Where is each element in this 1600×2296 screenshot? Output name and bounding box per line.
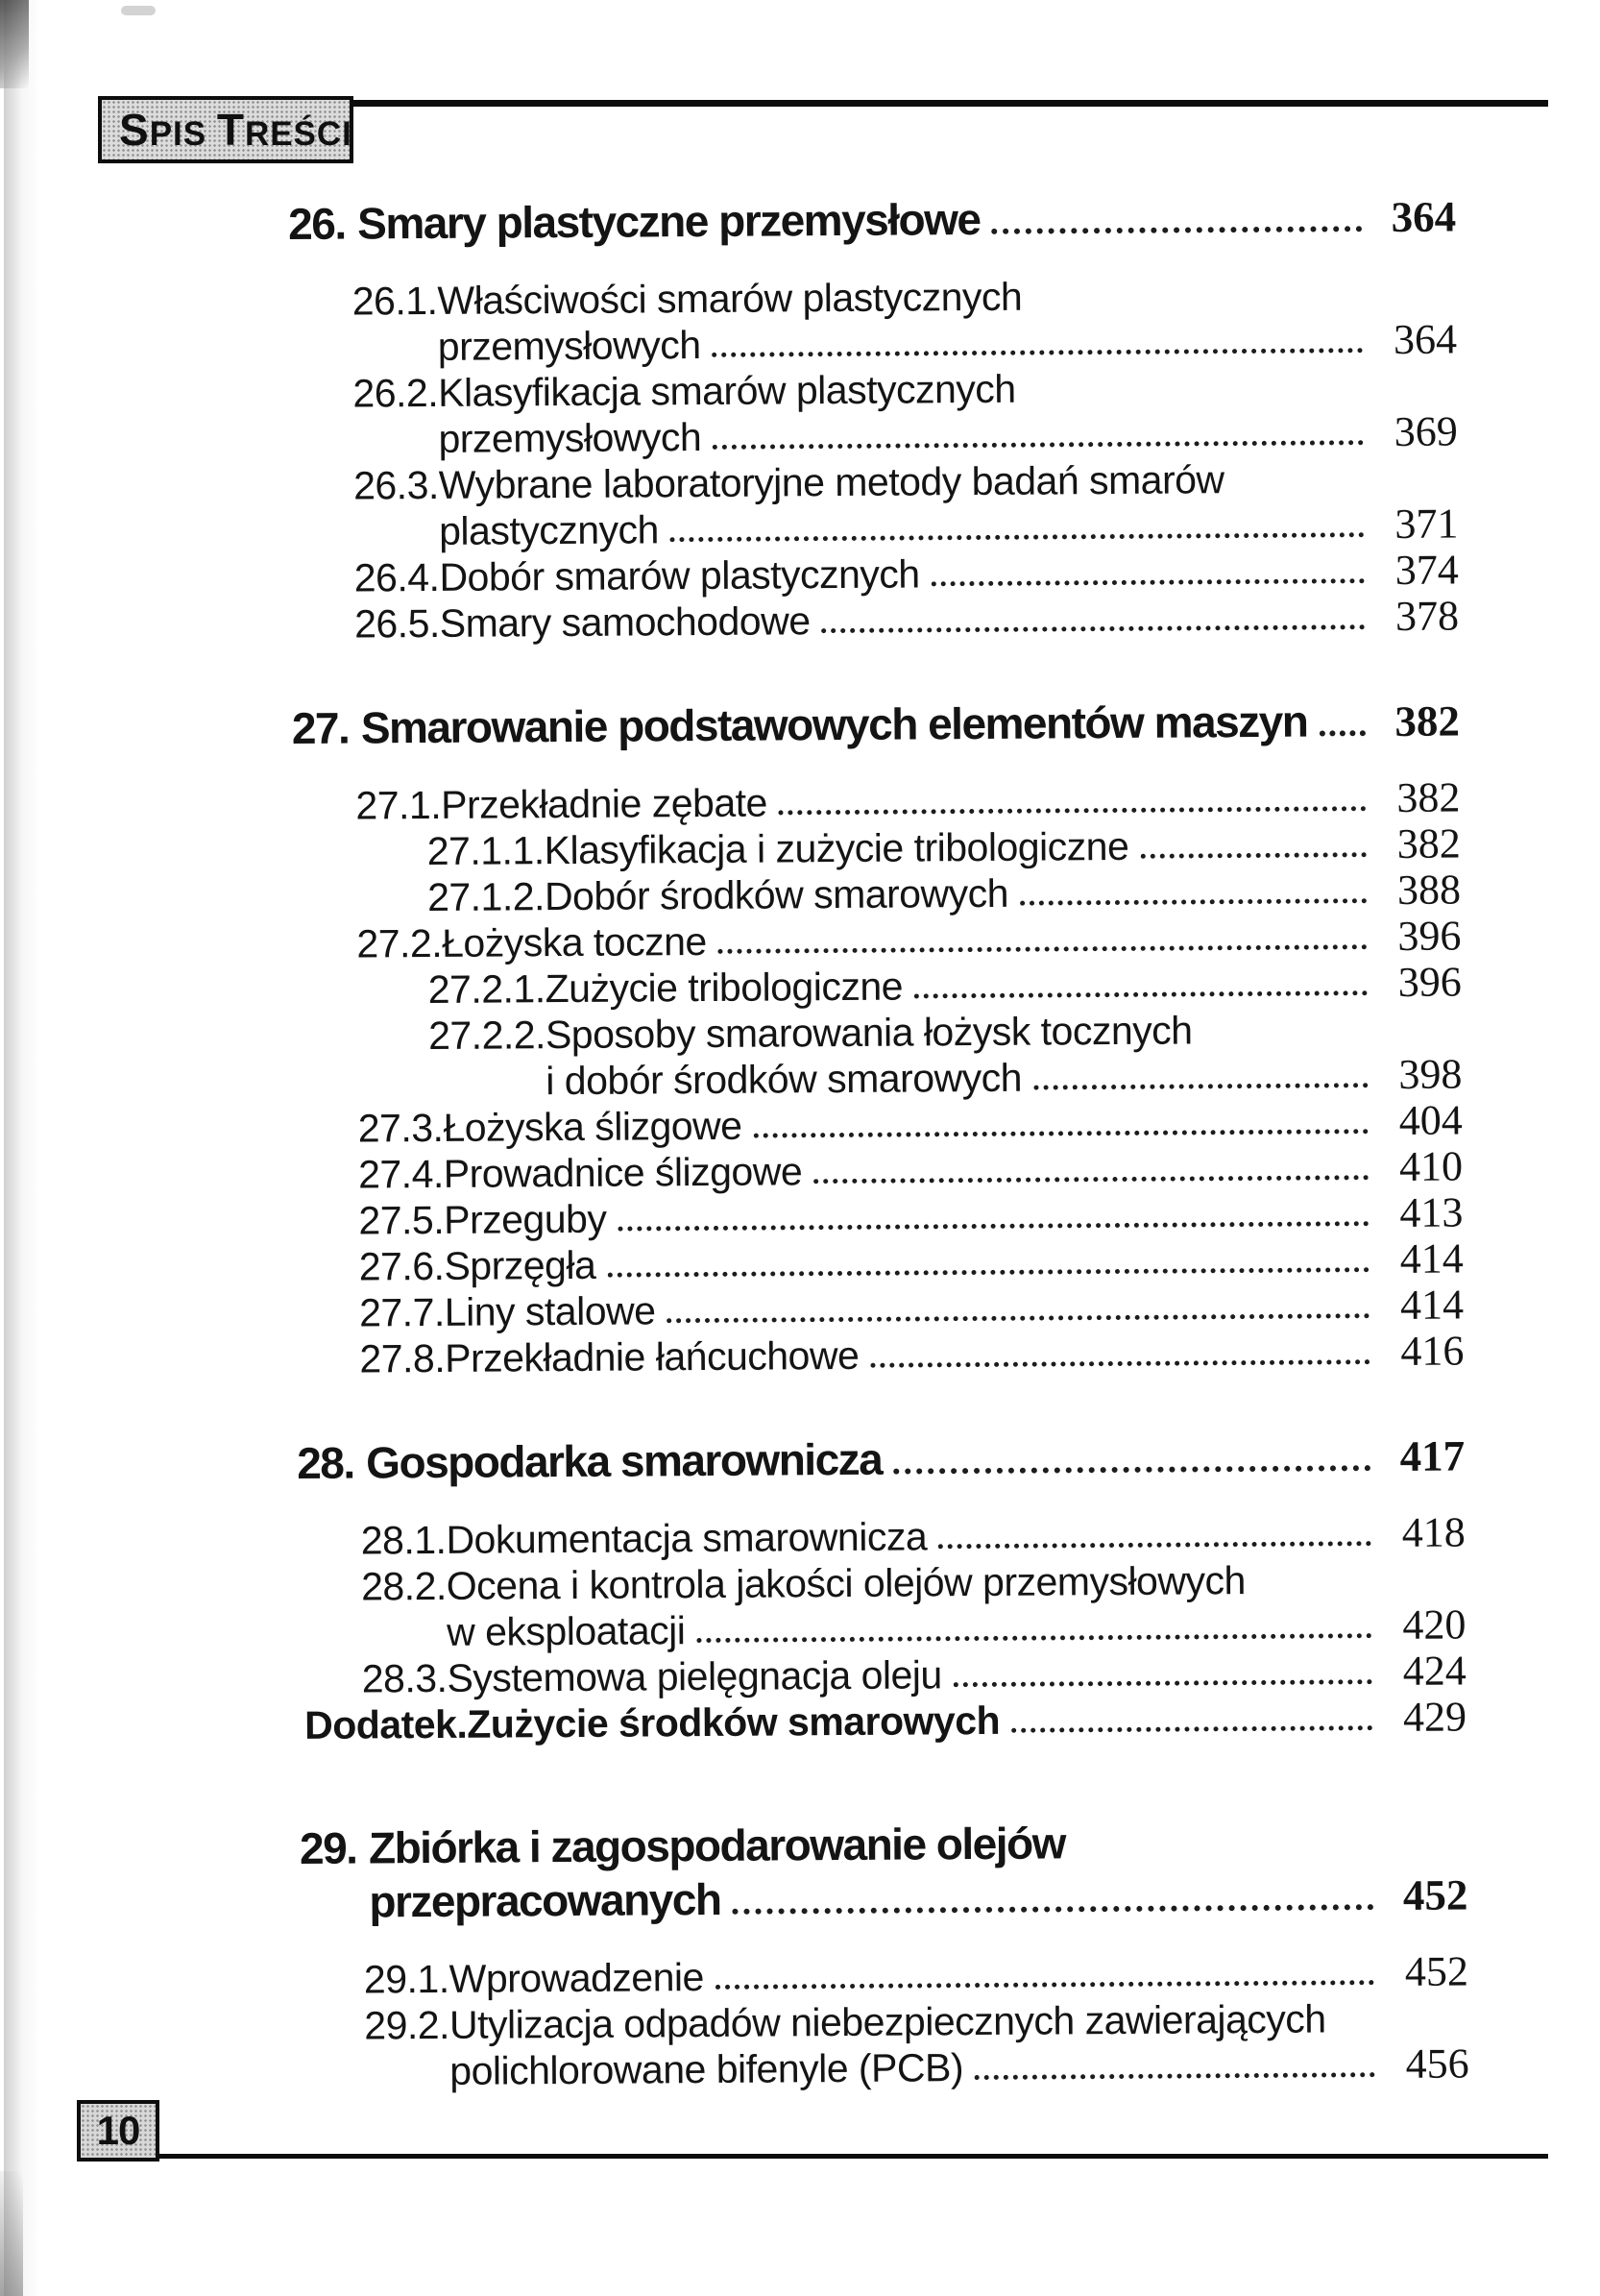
entry-line <box>449 2040 1469 2093</box>
entry-number: 27.1.2. <box>426 874 545 920</box>
dot-leader <box>713 440 1364 450</box>
entry-title: Przekładnie zębate <box>440 780 768 827</box>
entry-title: Dobór smarów plastycznych <box>439 551 920 599</box>
entry-number: 27. <box>291 702 350 753</box>
entry-number: 28.3. <box>361 1655 448 1701</box>
dot-leader <box>667 1313 1370 1323</box>
scan-smudge-top-left <box>0 0 29 88</box>
entry-body <box>441 774 1461 827</box>
toc-entry <box>293 867 1461 920</box>
entry-body <box>442 913 1462 965</box>
entry-line <box>438 409 1458 462</box>
entry-title: Wybrane laboratoryjne metody badań smarów <box>438 457 1224 507</box>
toc-entry <box>289 271 1458 371</box>
entry-page-number: 424 <box>1402 1647 1467 1695</box>
entry-line <box>443 1097 1463 1150</box>
entry-line <box>439 548 1459 600</box>
dot-leader <box>696 1633 1371 1643</box>
entry-title: Prowadnice ślizgowe <box>443 1149 803 1196</box>
entry-page-number: 364 <box>1391 192 1457 241</box>
toc-header-rest-1: PIS <box>149 115 217 153</box>
page-number-box <box>77 2100 159 2162</box>
entry-number: 26.5. <box>353 600 440 647</box>
entry-line <box>447 1648 1467 1700</box>
entry-page-number: 382 <box>1396 819 1461 867</box>
toc-entry <box>297 1428 1465 1490</box>
entry-line <box>545 867 1461 919</box>
entry-page-number: 452 <box>1402 1870 1468 1919</box>
entry-line <box>545 1051 1462 1104</box>
entry-number: 28.1. <box>360 1517 447 1563</box>
dot-leader <box>670 532 1365 542</box>
entry-page-number: 452 <box>1404 1947 1469 1995</box>
dot-leader <box>893 1465 1370 1474</box>
entry-page-number: 369 <box>1394 407 1458 455</box>
entry-number: 26.3. <box>352 462 439 508</box>
entry-page-number: 414 <box>1399 1281 1465 1329</box>
toc-entry <box>296 1235 1464 1289</box>
toc-entry <box>290 455 1459 555</box>
entry-number: 26.4. <box>353 554 440 600</box>
dot-leader <box>1011 1725 1372 1733</box>
entry-number: 27.2.2. <box>427 1013 546 1059</box>
toc-header-title <box>119 105 352 155</box>
dot-leader <box>954 1679 1372 1687</box>
entry-title: Przeguby <box>443 1196 607 1242</box>
toc-entry <box>294 1005 1463 1105</box>
toc-entry <box>295 1097 1463 1151</box>
entry-title: Klasyfikacja smarów plastycznych <box>437 366 1016 415</box>
entry-body <box>445 1282 1465 1334</box>
entry-page-number: 416 <box>1400 1327 1465 1375</box>
entry-number: 26. <box>288 198 346 249</box>
toc-entry <box>298 1555 1467 1655</box>
entry-title: Sposoby smarowania łożysk tocznych <box>545 1008 1193 1058</box>
dot-leader <box>813 1175 1369 1184</box>
entry-number: 29. <box>299 1822 357 1873</box>
toc-entry <box>296 1282 1464 1335</box>
entry-number: 27.3. <box>357 1105 444 1151</box>
toc-entry <box>289 363 1458 463</box>
entry-page-number: 420 <box>1402 1600 1467 1649</box>
entry-body <box>361 693 1460 755</box>
dot-leader <box>1140 852 1366 859</box>
entry-page-number: 378 <box>1394 592 1460 640</box>
entry-title: Właściwości smarów plastycznych <box>437 274 1023 323</box>
dot-leader <box>754 1129 1369 1137</box>
entry-body <box>443 1097 1463 1150</box>
toc-entry <box>293 913 1461 966</box>
entry-body <box>439 548 1459 600</box>
toc-entry <box>296 1328 1464 1381</box>
entry-number: 26.1. <box>352 278 438 324</box>
dot-leader <box>870 1359 1370 1368</box>
entry-title: Smarowanie podstawowych elementów maszyn <box>360 696 1308 753</box>
dot-leader <box>1319 730 1366 736</box>
entry-title: przemysłowych <box>437 323 701 369</box>
entry-page-number: 382 <box>1394 696 1461 745</box>
entry-title: Systemowa pielęgnacja oleju <box>447 1652 942 1700</box>
entry-title: plastycznych <box>438 507 660 553</box>
entry-body <box>444 1235 1464 1288</box>
toc-entry <box>288 189 1456 252</box>
dot-leader <box>932 578 1365 586</box>
entry-title: Przekładnie łańcuchowe <box>444 1332 860 1380</box>
dot-leader <box>713 348 1364 357</box>
entry-title: Zużycie środków smarowych <box>467 1698 1001 1746</box>
dot-leader <box>975 2072 1375 2080</box>
entry-number: 26.2. <box>352 370 439 416</box>
entry-title: i dobór środków smarowych <box>545 1055 1023 1104</box>
entry-body <box>369 1813 1468 1929</box>
toc-entry <box>291 548 1459 601</box>
toc-list <box>288 189 1469 2095</box>
entry-line <box>445 1282 1465 1334</box>
entry-body <box>545 959 1461 1012</box>
dot-leader <box>914 990 1368 998</box>
entry-body <box>544 820 1460 873</box>
entry-line <box>445 1328 1465 1380</box>
entry-line <box>439 501 1459 554</box>
entry-title: Liny stalowe <box>444 1288 656 1334</box>
entry-line <box>444 1143 1464 1196</box>
toc-entry <box>300 1813 1468 1929</box>
entry-number: 27.7. <box>358 1289 445 1335</box>
toc-entry <box>299 1648 1467 1701</box>
entry-page-number: 382 <box>1396 773 1461 821</box>
toc-header-box <box>98 96 353 163</box>
entry-title: Dobór środków smarowych <box>544 870 1009 919</box>
entry-title: Sprzęgła <box>444 1242 596 1288</box>
entry-line <box>447 1601 1467 1654</box>
entry-line <box>361 693 1460 755</box>
toc-entry <box>292 774 1460 828</box>
entry-title: Utylizacja odpadów niebezpiecznych zawierających <box>448 1996 1326 2047</box>
toc-entry <box>298 1509 1466 1563</box>
bottom-rule <box>85 2154 1548 2159</box>
entry-page-number: 413 <box>1399 1188 1464 1236</box>
entry-body <box>446 1509 1466 1562</box>
entry-line <box>438 363 1458 416</box>
dot-leader <box>607 1267 1369 1278</box>
entry-line <box>357 189 1456 252</box>
entry-body <box>438 363 1458 462</box>
entry-number: 28. <box>297 1437 354 1488</box>
entry-title: Smary samochodowe <box>439 598 811 646</box>
toc-entry <box>294 959 1462 1013</box>
entry-body <box>439 455 1459 554</box>
entry-line <box>448 1948 1468 2001</box>
entry-page-number: 429 <box>1402 1693 1467 1741</box>
entry-number: Dodatek. <box>303 1701 468 1747</box>
toc-entry <box>292 693 1460 755</box>
entry-body <box>366 1428 1465 1490</box>
entry-line <box>439 455 1459 508</box>
entry-line <box>545 1005 1462 1058</box>
entry-title: Ocena i kontrola jakości olejów przemysłowych <box>446 1558 1246 1608</box>
entry-body <box>545 1005 1463 1104</box>
entry-number: 28.2. <box>360 1563 447 1609</box>
dot-leader <box>1020 898 1367 906</box>
entry-page-number: 414 <box>1399 1234 1464 1282</box>
toc-entry <box>301 1994 1469 2094</box>
dot-leader <box>718 944 1368 954</box>
toc-entry <box>299 1694 1467 1747</box>
entry-page-number: 364 <box>1393 315 1458 363</box>
entry-body <box>444 1189 1464 1242</box>
toc-entry <box>295 1143 1463 1197</box>
entry-page-number: 388 <box>1396 866 1462 914</box>
entry-number: 27.1. <box>355 782 442 828</box>
entry-number: 27.4. <box>357 1151 444 1197</box>
entry-number: 27.1.1. <box>426 828 545 874</box>
entry-line <box>369 1867 1467 1929</box>
entry-number: 27.2. <box>356 920 443 966</box>
entry-title: Łożyska ślizgowe <box>443 1103 742 1150</box>
scan-smudge-bottom-left <box>0 2171 23 2296</box>
entry-page-number: 396 <box>1397 958 1462 1006</box>
entry-body <box>467 1694 1467 1746</box>
entry-line <box>467 1694 1467 1746</box>
entry-page-number: 410 <box>1398 1142 1464 1190</box>
entry-page-number: 398 <box>1398 1050 1463 1098</box>
entry-title: Dokumentacja smarownicza <box>446 1514 928 1562</box>
entry-body <box>545 867 1461 919</box>
dot-leader <box>618 1221 1369 1231</box>
dot-leader <box>938 1541 1371 1549</box>
entry-title: przemysłowych <box>438 415 702 461</box>
entry-number: 27.2.1. <box>427 966 545 1013</box>
entry-body <box>445 1328 1465 1380</box>
entry-line <box>442 913 1462 965</box>
entry-line <box>545 959 1461 1012</box>
toc-header-rest-2: REŚCI <box>244 115 352 153</box>
dot-leader <box>733 1904 1374 1915</box>
entry-number: 29.2. <box>364 2002 450 2048</box>
entry-line <box>447 1555 1467 1608</box>
scan-speck <box>121 6 156 15</box>
entry-title: polichlorowane bifenyle (PCB) <box>449 2045 964 2093</box>
entry-body <box>444 1143 1464 1196</box>
entry-line <box>438 317 1458 370</box>
entry-title: Zbiórka i zagospodarowanie olejów <box>368 1818 1066 1873</box>
entry-line <box>446 1509 1466 1562</box>
dot-leader <box>822 624 1366 633</box>
entry-title: Zużycie tribologiczne <box>545 964 904 1012</box>
entry-number: 27.6. <box>358 1243 445 1289</box>
entry-title: Smary plastyczne przemysłowe <box>357 193 981 249</box>
scan-edge-band <box>4 0 40 2296</box>
entry-line <box>366 1428 1465 1490</box>
entry-line <box>369 1813 1467 1874</box>
entry-page-number: 418 <box>1401 1508 1466 1556</box>
entry-page-number: 396 <box>1397 912 1462 960</box>
entry-title: Gospodarka smarownicza <box>366 1433 883 1488</box>
entry-title: w eksploatacji <box>446 1608 686 1654</box>
entry-page-number: 371 <box>1394 500 1459 548</box>
entry-number: 27.8. <box>359 1335 446 1381</box>
dot-leader <box>715 1980 1374 1990</box>
toc-header-initial-1: S <box>119 105 150 155</box>
entry-body <box>357 189 1456 252</box>
entry-number: 29.1. <box>363 1956 449 2002</box>
toc-header-initial-2: T <box>216 105 245 155</box>
dot-leader <box>1033 1083 1368 1089</box>
entry-body <box>447 1648 1467 1700</box>
dot-leader <box>779 806 1367 815</box>
toc-entry <box>293 820 1461 874</box>
entry-page-number: 417 <box>1399 1431 1466 1480</box>
entry-line <box>440 594 1460 647</box>
entry-line <box>449 1994 1469 2047</box>
entry-body <box>449 1994 1469 2093</box>
entry-body <box>437 271 1457 370</box>
entry-page-number: 374 <box>1394 546 1459 594</box>
entry-body <box>440 594 1460 647</box>
entry-title: przepracowanych <box>369 1873 721 1927</box>
entry-body <box>448 1948 1468 2001</box>
page-number: 10 <box>96 2108 140 2153</box>
toc-entry <box>295 1189 1463 1243</box>
entry-title: Klasyfikacja i zużycie tribologiczne <box>544 823 1129 873</box>
entry-page-number: 456 <box>1405 2040 1469 2088</box>
entry-line <box>444 1235 1464 1288</box>
toc-entry <box>291 594 1459 647</box>
dot-leader <box>992 226 1363 234</box>
entry-page-number: 404 <box>1398 1096 1463 1144</box>
entry-line <box>444 1189 1464 1242</box>
entry-body <box>447 1555 1467 1654</box>
entry-number: 27.5. <box>358 1197 445 1243</box>
entry-title: Łożyska toczne <box>441 918 707 965</box>
entry-title: Wprowadzenie <box>448 1955 704 2001</box>
entry-line <box>437 271 1457 324</box>
entry-line <box>441 774 1461 827</box>
entry-line <box>544 820 1460 873</box>
toc-entry <box>301 1948 1468 2002</box>
